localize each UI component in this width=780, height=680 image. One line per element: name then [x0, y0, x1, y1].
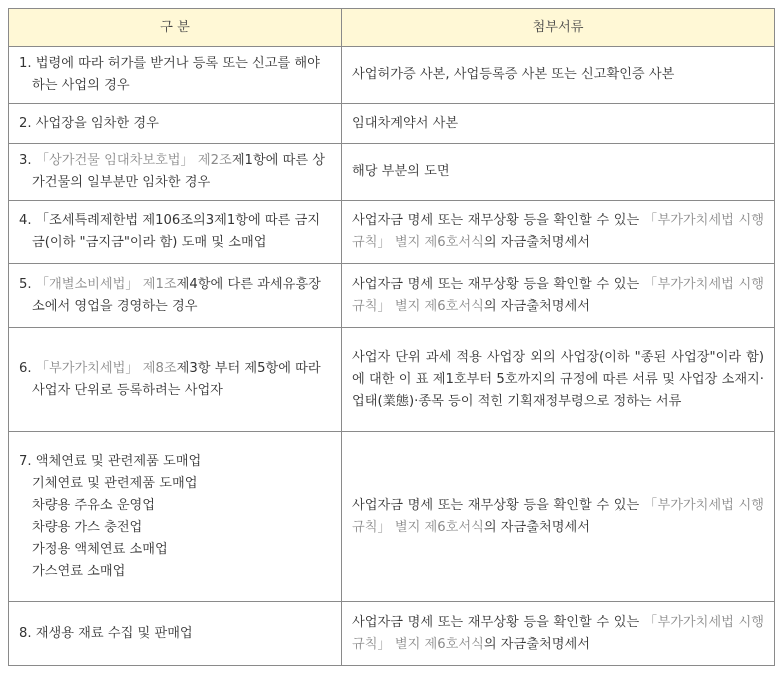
cell-text — [19, 623, 331, 645]
law-reference-link[interactable]: 「부가가치세법 시행규칙」 별지 제6호서식 — [352, 497, 764, 535]
cell-text-segment: 제3항 부터 제5항에 따라 사업자 단위로 등록하려는 사업자 — [32, 360, 321, 398]
attachment-cell — [342, 264, 775, 328]
category-cell — [9, 201, 342, 264]
table-row — [9, 328, 775, 432]
category-cell — [9, 104, 342, 144]
cell-text-segment: 5. — [19, 276, 36, 292]
cell-text-segment: 4. 「조세특례제한법 제106조의3제1항에 따른 금지금(이하 "금지금"이라 함) 도매 및 소매업 — [19, 213, 321, 250]
cell-text — [19, 53, 331, 97]
cell-text-segment: 의 자금출처명세서 — [483, 636, 590, 652]
table-header-row — [9, 9, 775, 47]
cell-text-segment: 6. — [19, 360, 36, 376]
attachment-cell — [342, 47, 775, 104]
table-row — [9, 432, 775, 602]
law-reference-link[interactable]: 「상가건물 임대차보호법」 제2조 — [35, 153, 232, 168]
law-reference-link[interactable]: 「부가가치세법 시행규칙」 별지 제6호서식 — [352, 213, 764, 250]
attachment-cell — [342, 144, 775, 201]
cell-text-segment: 3. — [19, 153, 36, 168]
fuel-business-item: 기체연료 및 관련제품 도매업 — [32, 475, 198, 491]
attachment-cell — [342, 104, 775, 144]
attachments-table — [8, 8, 775, 666]
cell-text — [19, 150, 331, 194]
table-row — [9, 47, 775, 104]
fuel-business-title: 7. 액체연료 및 관련제품 도매업 — [19, 453, 202, 469]
table-row — [9, 104, 775, 144]
attachment-cell — [342, 432, 775, 602]
cell-text-segment: 해당 부분의 도면 — [352, 164, 450, 179]
cell-text-segment: 의 자금출처명세서 — [483, 519, 590, 535]
header-category: 구 분 — [9, 9, 342, 47]
cell-text — [19, 274, 331, 318]
table-row — [9, 602, 775, 666]
cell-text-segment: 제1항에 따른 상가건물의 일부분만 임차한 경우 — [32, 153, 326, 190]
cell-text-segment: 1. 법령에 따라 허가를 받거나 등록 또는 신고를 해야 하는 사업의 경우 — [19, 56, 320, 93]
category-cell — [9, 264, 342, 328]
cell-text — [19, 210, 331, 254]
cell-text-segment: 사업허가증 사본, 사업등록증 사본 또는 신고확인증 사본 — [352, 67, 675, 82]
category-cell — [9, 144, 342, 201]
cell-text-segment: 의 자금출처명세서 — [483, 298, 590, 314]
cell-text-segment: 사업자금 명세 또는 재무상황 등을 확인할 수 있는 — [352, 213, 644, 228]
law-reference-link[interactable]: 「개별소비세법」 제1조 — [35, 276, 177, 292]
attachment-cell — [342, 328, 775, 432]
cell-text — [19, 113, 331, 135]
cell-text-segment: 제4항에 다른 과세유흥장소에서 영업을 경영하는 경우 — [32, 276, 321, 314]
category-cell — [9, 328, 342, 432]
attachment-cell — [342, 602, 775, 666]
cell-text-segment: 사업자금 명세 또는 재무상황 등을 확인할 수 있는 — [352, 614, 644, 630]
fuel-business-item: 차량용 가스 충전업 — [32, 519, 143, 535]
category-cell — [9, 602, 342, 666]
cell-text-segment: 임대차계약서 사본 — [352, 115, 459, 131]
category-cell — [9, 47, 342, 104]
cell-text-segment: 의 자금출처명세서 — [483, 235, 590, 250]
fuel-business-item: 가스연료 소매업 — [32, 563, 126, 579]
table-row — [9, 201, 775, 264]
table-row — [9, 264, 775, 328]
law-reference-link[interactable]: 「부가가치세법 시행규칙」 별지 제6호서식 — [352, 276, 764, 314]
fuel-business-item: 차량용 주유소 운영업 — [32, 497, 156, 513]
cell-text-segment: 사업자금 명세 또는 재무상황 등을 확인할 수 있는 — [352, 276, 644, 292]
cell-text-segment: 2. 사업장을 임차한 경우 — [19, 115, 159, 131]
cell-text — [19, 358, 331, 402]
attachment-cell — [342, 201, 775, 264]
header-attachments: 첨부서류 — [342, 9, 775, 47]
category-cell — [9, 432, 342, 602]
law-reference-link[interactable]: 「부가가치세법」 제8조 — [35, 360, 177, 376]
table-row — [9, 144, 775, 201]
fuel-business-item: 가정용 액체연료 소매업 — [32, 541, 168, 557]
cell-text-segment: 8. 재생용 재료 수집 및 판매업 — [19, 625, 193, 641]
cell-text-segment: 사업자금 명세 또는 재무상황 등을 확인할 수 있는 — [352, 497, 644, 513]
cell-text-segment: 사업자 단위 과세 적용 사업장 외의 사업장(이하 "종된 사업장"이라 함)에 대한 이 표 제1호부터 5호까지의 규정에 따른 서류 및 사업장 소재지·업태(業態)·종목 등이 적힌 기획재정부령으로 정하는 서류 — [352, 349, 764, 409]
law-reference-link[interactable]: 「부가가치세법 시행규칙」 별지 제6호서식 — [352, 614, 764, 652]
